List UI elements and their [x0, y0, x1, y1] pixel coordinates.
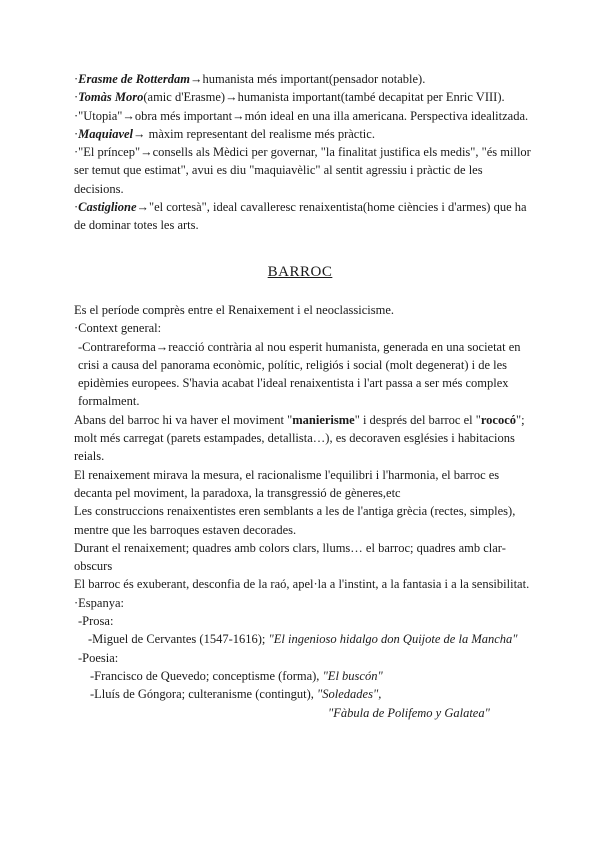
espanya-label: ·Espanya:	[74, 595, 124, 610]
tomas-line	[74, 88, 534, 106]
quevedo-line	[74, 667, 534, 685]
cervantes-line	[74, 630, 534, 648]
section-title-barroc: BARROC	[267, 264, 333, 280]
text-run: Abans del barroc hi va haver el moviment "	[74, 412, 293, 427]
tomas-text: (amic d'Erasme)→humanista important(també decapitat per Enric VIII).	[143, 90, 505, 105]
erasme-line	[74, 70, 534, 88]
text-run: "; molt més carregat (parets estampades, detallista…), es decoraven esglésies i habitacions reials.	[74, 412, 525, 464]
construccions-paragraph: Les construccions renaixentistes eren semblants a les de l'antiga grècia (rectes, simples), mentre que les barroques estaven decorades.	[74, 504, 516, 537]
erasme-name: Erasme de Rotterdam	[78, 72, 190, 86]
mesura-paragraph: El renaixement mirava la mesura, el racionalisme l'equilibri i l'harmonia, el barroc es decanta pel moviment, la paradoxa, la transgressió de gèneres,etc	[74, 467, 500, 500]
bullet: ·	[74, 90, 79, 105]
quadres-paragraph: Durant el renaixement; quadres amb colors clars, llums… el barroc; quadres amb clar-obscurs	[74, 540, 506, 574]
maquiavel-line	[74, 125, 534, 143]
tomas-name: Tomàs Moro	[78, 90, 144, 105]
prosa-label: -Prosa:	[78, 614, 114, 629]
soledades-title: "Soledades",	[317, 687, 382, 702]
castiglione-name: Castiglione	[78, 200, 137, 215]
context-label: ·Context general:	[74, 321, 162, 336]
text-run: " i després del barroc el "	[354, 412, 481, 427]
manierisme-paragraph	[74, 411, 534, 466]
castiglione-text: →"el cortesà", ideal cavalleresc renaixentista(home ciències i d'armes) que ha de dominar totes les arts.	[74, 200, 527, 233]
exuberant-paragraph: El barroc és exuberant, desconfia de la raó, apel·la a l'instint, a la fantasia i a la sensibilitat.	[74, 577, 530, 592]
barroc-section	[74, 301, 534, 722]
princep-line: ·"El príncep"→consells als Mèdici per governar, "la finalitat justifica els medis", "és millor ser temut que estimat", avui es diu "maquiavèlic" al sentit agressiu i pràctic de les decisions.	[74, 145, 531, 196]
barroc-intro: Es el període comprès entre el Renaixement i el neoclassicisme.	[74, 303, 395, 317]
manierisme-term: manierisme	[292, 412, 355, 427]
bullet: ·	[74, 126, 79, 141]
erasme-text: →humanista més important(pensador notable).	[189, 72, 426, 86]
gongora-author: -Lluís de Góngora; culteranisme (contingut),	[90, 687, 314, 702]
polifemo-title: "Fàbula de Polifemo y Galatea"	[328, 705, 490, 720]
buscon-title: "El buscón"	[322, 668, 383, 683]
utopia-line: ·"Utopia"→obra més important→món ideal en una illa americana. Perspectiva idealitzada.	[74, 108, 529, 123]
maquiavel-text: → màxim representant del realisme més pràctic.	[133, 126, 375, 141]
contrareforma-paragraph: -Contrareforma→reacció contrària al nou esperit humanista, generada en una societat en crisi a causa del panorama econòmic, polític, religiós i social (molt degenerat) i de les epidèmies europees. S'havia acabat l'ideal renaixentista i l'art passa a ser més complex formalment.	[78, 339, 521, 409]
poesia-label: -Poesia:	[78, 650, 119, 665]
rococo-term: rococó	[480, 412, 517, 427]
bullet: ·	[74, 200, 79, 215]
quevedo-author: -Francisco de Quevedo; conceptisme (forma),	[90, 668, 320, 683]
maquiavel-name: Maquiavel	[78, 126, 134, 141]
bullet: ·	[74, 72, 79, 86]
renaissance-section	[74, 70, 534, 235]
gongora-line	[74, 685, 534, 703]
quijote-title: "El ingenioso hidalgo don Quijote de la Mancha"	[268, 632, 518, 647]
cervantes-author: -Miguel de Cervantes (1547-1616);	[88, 632, 266, 647]
castiglione-line	[74, 198, 534, 235]
